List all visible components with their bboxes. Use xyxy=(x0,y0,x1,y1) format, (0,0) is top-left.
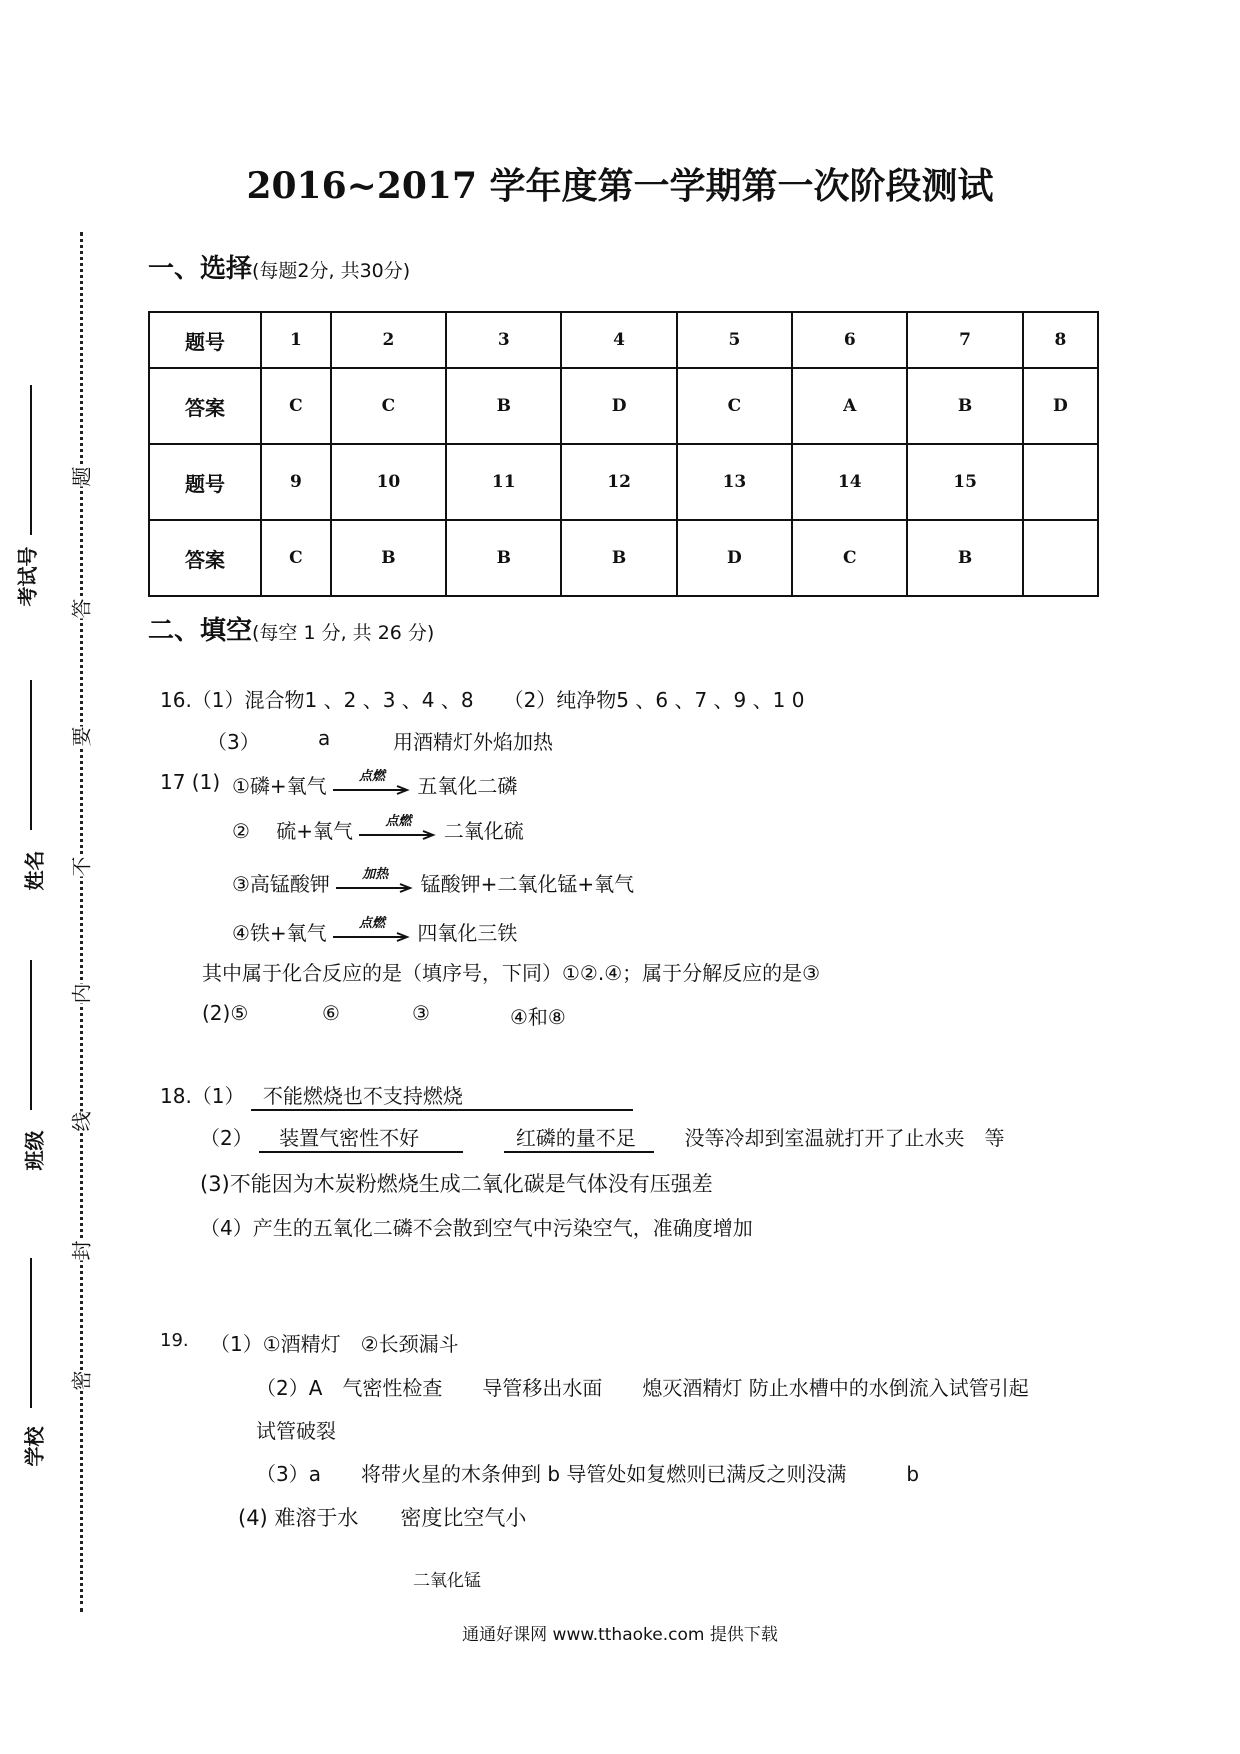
reaction-arrow-icon xyxy=(336,866,414,897)
name-label: 姓名 xyxy=(22,850,47,891)
table-cell: B xyxy=(561,520,676,596)
q16-line2-label: （3） xyxy=(207,730,260,754)
q17-summary: 其中属于化合反应的是（填序号，下同）①②.④；属于分解反应的是③ xyxy=(202,961,821,985)
table-cell: 7 xyxy=(907,312,1022,368)
q16-line2-method: 用酒精灯外焰加热 xyxy=(393,730,553,754)
eq4-condition: 点燃 xyxy=(359,915,386,931)
q18-line2 xyxy=(200,1122,1005,1153)
table-cell: B xyxy=(446,368,561,444)
answer-table xyxy=(148,311,1099,597)
seal-char-7: 封 xyxy=(62,1241,99,1261)
table-cell: 题号 xyxy=(149,312,261,368)
table-row xyxy=(149,520,1098,596)
seal-char-6: 线 xyxy=(62,1112,99,1132)
eq1-condition: 点燃 xyxy=(359,768,386,784)
q18-l2-prefix: （2） xyxy=(200,1126,253,1150)
table-cell: D xyxy=(561,368,676,444)
eq3-condition: 加热 xyxy=(362,866,389,882)
table-cell: B xyxy=(331,520,446,596)
seal-char-5: 内 xyxy=(62,984,99,1004)
reaction-arrow-icon xyxy=(359,813,437,844)
q17-answer-4: ④和⑧ xyxy=(510,1005,566,1029)
table-cell: 13 xyxy=(677,444,792,520)
section1-heading xyxy=(148,248,410,285)
table-cell: 15 xyxy=(907,444,1022,520)
eq3-left: ③高锰酸钾 xyxy=(232,872,330,896)
table-cell xyxy=(1023,444,1098,520)
reaction-arrow-icon xyxy=(333,768,411,799)
class-label: 班级 xyxy=(22,1130,47,1171)
table-cell: 2 xyxy=(331,312,446,368)
q16-line1: 16.（1）混合物1 、2 、3 、4 、8 （2）纯净物5 、6 、7 、9 、1 0 xyxy=(160,688,805,712)
eq4-left: ④铁+氧气 xyxy=(232,921,327,945)
seal-char-1: 题 xyxy=(62,467,99,487)
footer-text: 通通好课网 www.tthaoke.com 提供下载 xyxy=(462,1625,778,1645)
table-row xyxy=(149,444,1098,520)
seal-char-3: 要 xyxy=(62,727,99,747)
eq1-right: 五氧化二磷 xyxy=(417,774,518,798)
section1-note: (每题2分, 共30分) xyxy=(252,260,411,282)
q19-line4: (4) 难溶于水 密度比空气小 xyxy=(238,1506,527,1530)
q18-line1 xyxy=(160,1080,633,1111)
eq2-right: 二氧化硫 xyxy=(443,819,524,843)
table-row xyxy=(149,312,1098,368)
table-cell: A xyxy=(792,368,907,444)
q17-equation-3 xyxy=(232,868,634,897)
eq2-condition: 点燃 xyxy=(385,813,412,829)
eq4-right: 四氧化三铁 xyxy=(417,921,518,945)
table-cell: C xyxy=(677,368,792,444)
q18-l2-answer-2: 红磷的量不足 xyxy=(504,1122,654,1153)
table-cell: B xyxy=(907,520,1022,596)
table-cell: 答案 xyxy=(149,368,261,444)
q17-answer-1: (2)⑤ xyxy=(202,1001,249,1025)
table-cell: 10 xyxy=(331,444,446,520)
table-cell: D xyxy=(677,520,792,596)
q17-label: 17 (1) xyxy=(160,770,221,794)
q18-l2-answer-1: 装置气密性不好 xyxy=(259,1122,463,1153)
q19-line5: 二氧化锰 xyxy=(413,1571,481,1591)
q18-line3: (3)不能因为木炭粉燃烧生成二氧化碳是气体没有压强差 xyxy=(200,1172,713,1196)
name-line xyxy=(30,680,32,830)
table-cell: 4 xyxy=(561,312,676,368)
seal-char-2: 答 xyxy=(62,599,99,619)
table-cell: D xyxy=(1023,368,1098,444)
q19-line2b: 试管破裂 xyxy=(256,1419,336,1443)
margin-dotted-line-left xyxy=(80,232,83,1612)
q19-line2: （2）A 气密性检查 导管移出水面 熄灭酒精灯 防止水槽中的水倒流入试管引起 xyxy=(256,1376,1029,1400)
eq3-right: 锰酸钾+二氧化锰+氧气 xyxy=(420,872,635,896)
exam-number-label: 考试号 xyxy=(15,546,40,607)
table-cell: 题号 xyxy=(149,444,261,520)
q19-label: 19. xyxy=(160,1330,189,1351)
school-line xyxy=(30,1258,32,1408)
table-cell: B xyxy=(907,368,1022,444)
table-cell: 6 xyxy=(792,312,907,368)
q18-l2-rest: 没等冷却到室温就打开了止水夹 等 xyxy=(684,1126,1005,1150)
eq1-left: ①磷+氧气 xyxy=(232,774,327,798)
q17-equation-2 xyxy=(232,815,524,844)
section2-note: (每空 1 分, 共 26 分) xyxy=(252,622,435,644)
reaction-arrow-icon xyxy=(333,915,411,946)
seal-char-4: 不 xyxy=(62,857,99,877)
q19-line1: （1）①酒精灯 ②长颈漏斗 xyxy=(210,1332,459,1356)
table-cell: B xyxy=(446,520,561,596)
q18-line4: （4）产生的五氧化二磷不会散到空气中污染空气，准确度增加 xyxy=(200,1216,753,1240)
section2-heading xyxy=(148,610,434,647)
section1-title: 一、选择 xyxy=(148,254,253,284)
table-row xyxy=(149,368,1098,444)
table-cell: 14 xyxy=(792,444,907,520)
page-title: 2016~2017 学年度第一学期第一次阶段测试 xyxy=(246,165,994,207)
class-line xyxy=(30,960,32,1110)
table-cell: 5 xyxy=(677,312,792,368)
q16-line2-answer: a xyxy=(318,726,331,750)
table-cell: 答案 xyxy=(149,520,261,596)
table-cell: C xyxy=(792,520,907,596)
q17-equation-4 xyxy=(232,917,517,946)
table-cell: 12 xyxy=(561,444,676,520)
school-label: 学校 xyxy=(22,1426,47,1467)
q17-equation-1 xyxy=(232,770,517,799)
section2-title: 二、填空 xyxy=(148,616,253,646)
eq2-left: ② 硫+氧气 xyxy=(232,819,354,843)
q18-l1-prefix: 18.（1） xyxy=(160,1084,245,1108)
table-cell: C xyxy=(261,368,331,444)
q18-l1-answer: 不能燃烧也不支持燃烧 xyxy=(251,1080,633,1111)
table-cell: 9 xyxy=(261,444,331,520)
exam-number-line xyxy=(30,385,32,535)
seal-char-8: 密 xyxy=(62,1371,99,1391)
table-cell: C xyxy=(331,368,446,444)
q17-answer-3: ③ xyxy=(412,1001,430,1025)
table-cell: 3 xyxy=(446,312,561,368)
table-cell xyxy=(1023,520,1098,596)
table-cell: C xyxy=(261,520,331,596)
q17-answer-2: ⑥ xyxy=(322,1001,340,1025)
table-cell: 11 xyxy=(446,444,561,520)
table-cell: 1 xyxy=(261,312,331,368)
q19-line3: （3）a 将带火星的木条伸到 b 导管处如复燃则已满反之则没满 b xyxy=(256,1462,920,1486)
table-cell: 8 xyxy=(1023,312,1098,368)
